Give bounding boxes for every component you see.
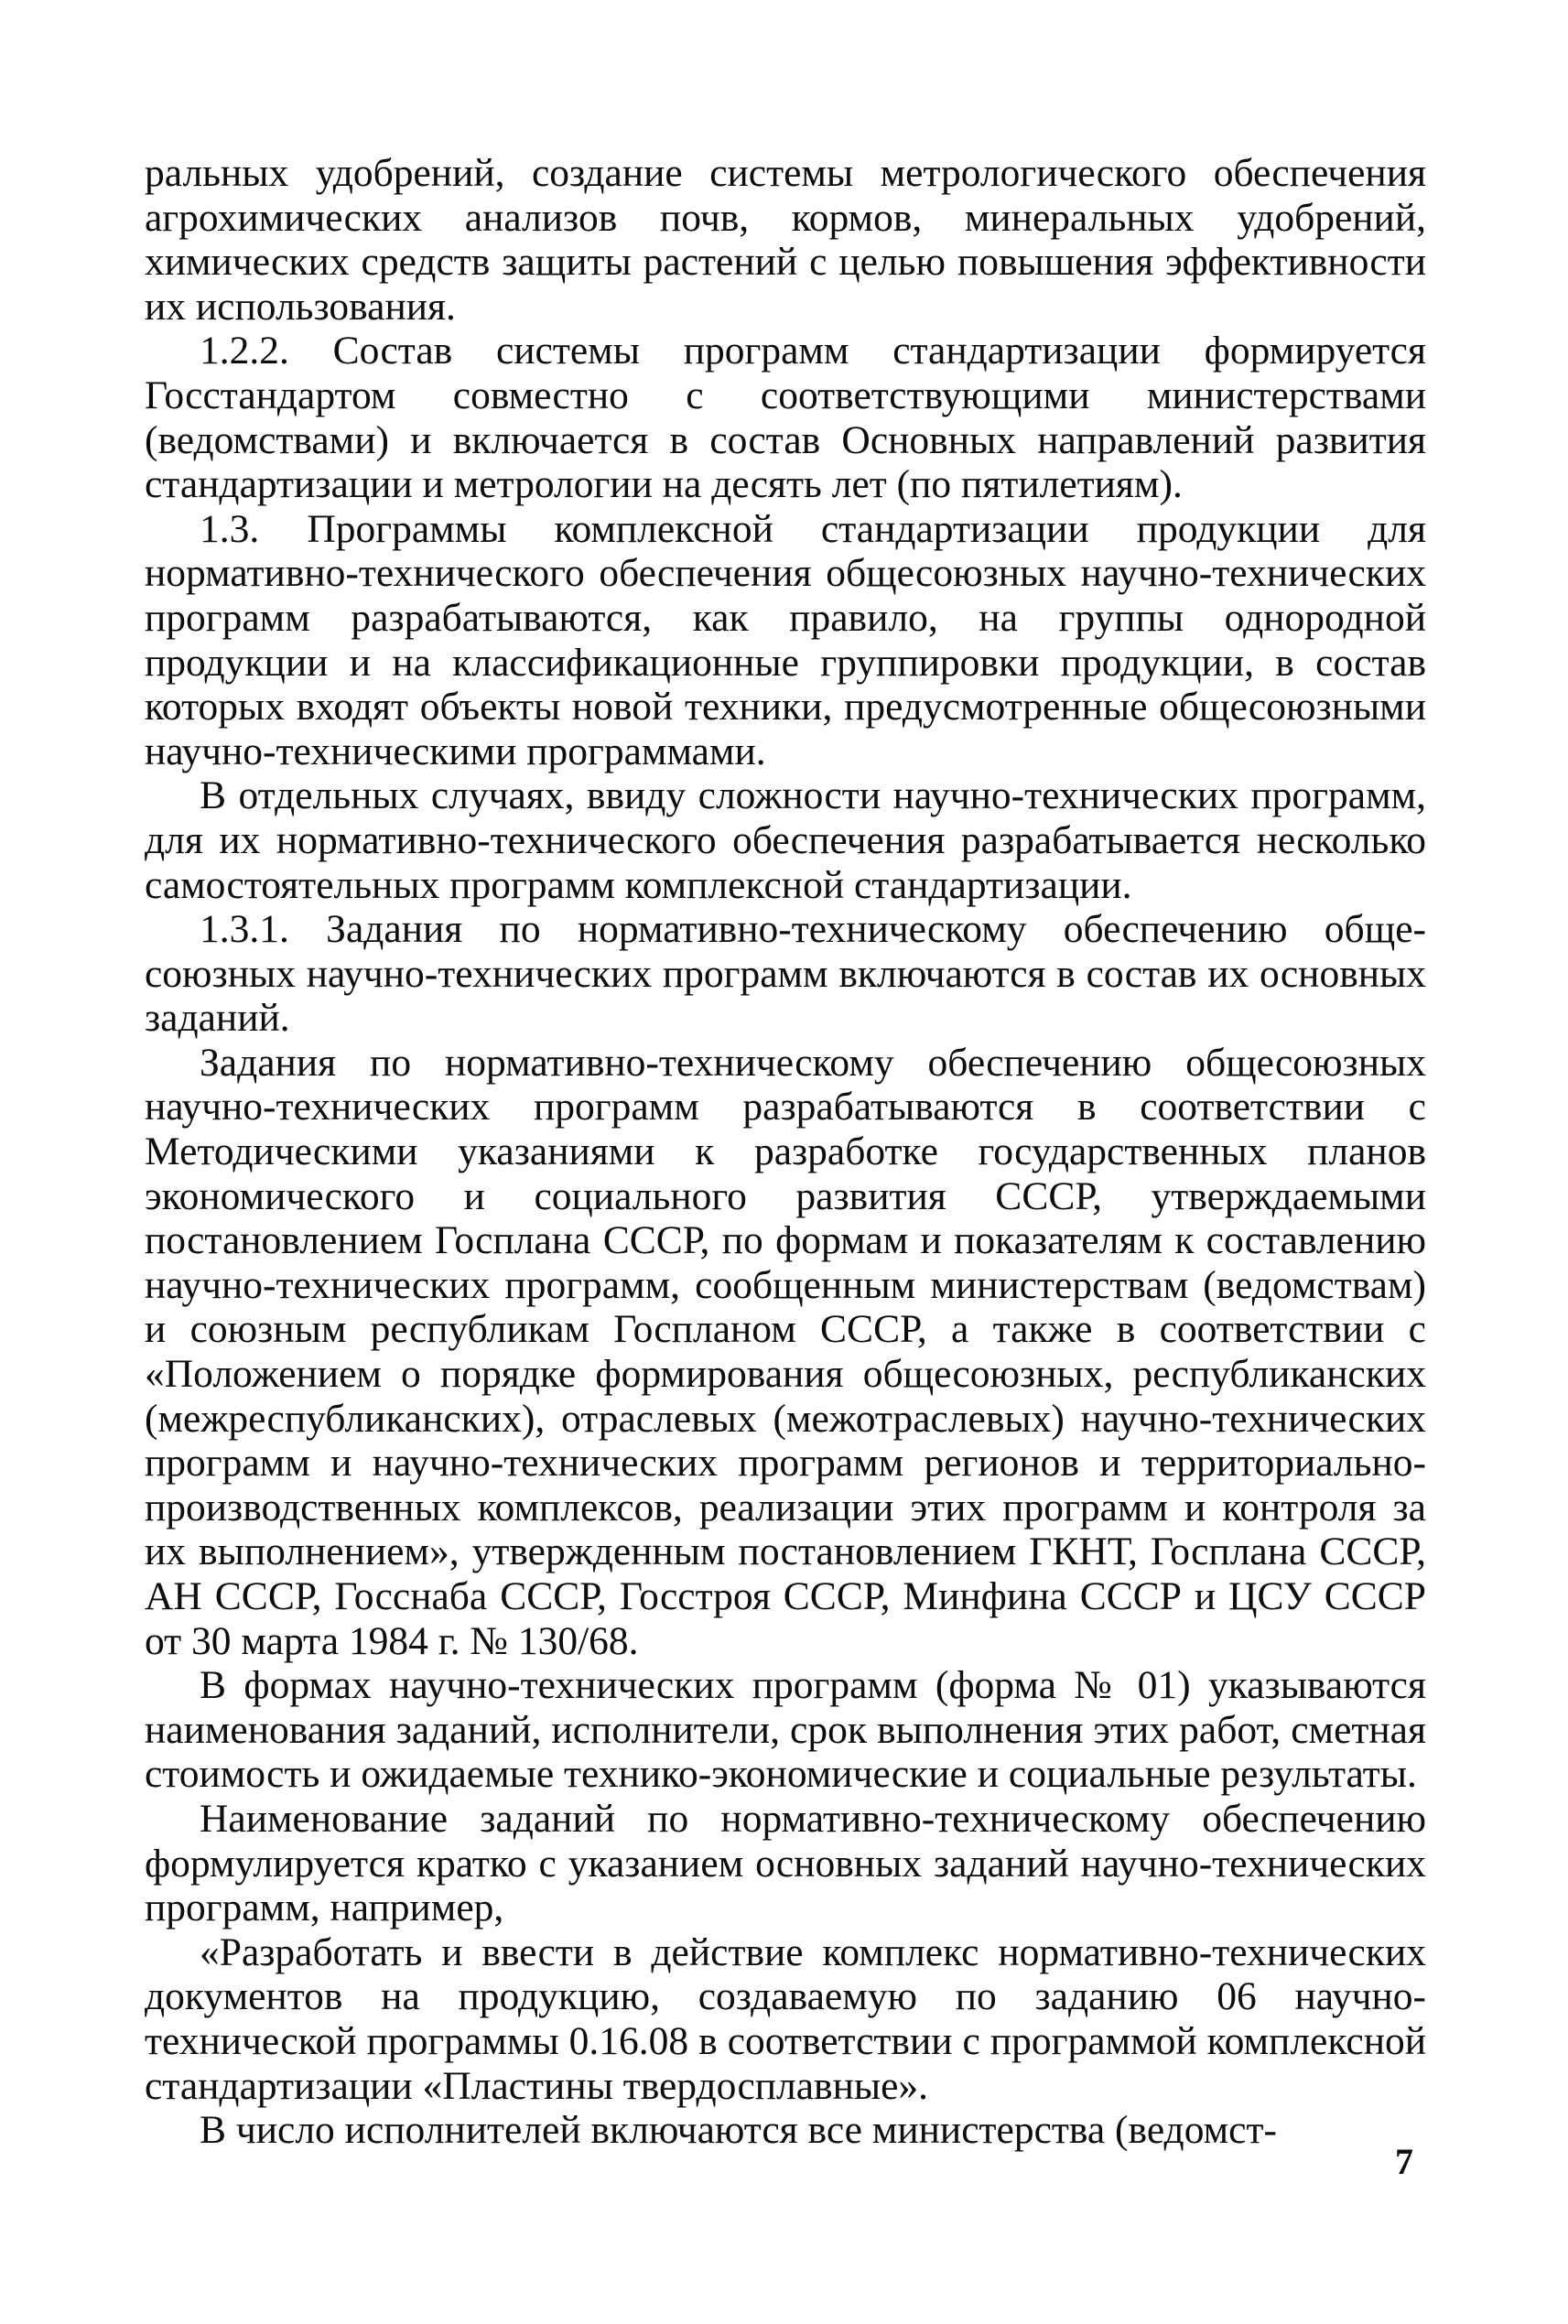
paragraph-special-cases: В отдельных случаях, ввиду сложности научно-технических программ, для их нормативно-технического обеспечения разрабатывается несколько самостоятельных программ комплексной стандартизации. — [145, 773, 1426, 907]
document-body — [145, 151, 1426, 2153]
paragraph-tasks-development: Задания по нормативно-техническому обеспечению общесоюзных научно-технических программ разрабатываются в соответствии с Методическими указаниями к разработке государственных планов экономического и социального развития СССР, утверждаемыми постановлением Госплана СССР, по формам и показателям к составлению научно-технических программ, сообщенным министерствам (ведомствам) и союзным республикам Госпланом СССР, а также в соответствии с «Положением о порядке формирования общесоюзных, республиканских (межреспубликанских), отраслевых (межотраслевых) научно-технических программ и научно-технических программ регионов и территориально-производственных комплексов, реализации этих программ и контроля за их выполнением», утвержденным постановлением ГКНТ, Госплана СССР, АН СССР, Госснаба СССР, Госстроя СССР, Минфина СССР и ЦСУ СССР от 30 марта 1984 г. № 130/68. — [145, 1040, 1426, 1663]
paragraph-1-2-2: 1.2.2. Состав системы программ стандартизации формируется Госстандартом совместно с соответствующими министерствами (ведомствами) и включается в состав Основных направлений развития стандартизации и метрологии на десять лет (по пятилетиям). — [145, 329, 1426, 507]
page-number: 7 — [1395, 2141, 1413, 2182]
paragraph-continuation: ральных удобрений, создание системы метрологического обеспечения агрохимических анализов почв, кормов, минеральных удобрений, химических средств защиты растений с целью повышения эффективности их использования. — [145, 151, 1426, 329]
paragraph-executors: В число исполнителей включаются все министерства (ведомст- — [200, 2108, 1277, 2153]
paragraph-1-3-1: 1.3.1. Задания по нормативно-техническому обеспечению общесоюзных научно-технических программ включаются в состав их основных заданий. — [145, 907, 1426, 1041]
paragraph-1-3: 1.3. Программы комплексной стандартизации продукции для нормативно-технического обеспечения общесоюзных научно-технических программ разрабатываются, как правило, на группы однородной продукции и на классификационные группировки продукции, в состав которых входят объекты новой техники, предусмотренные общесоюзными научно-техническими программами. — [145, 506, 1426, 773]
paragraph-task-naming: Наименование заданий по нормативно-техническому обеспечению формулируется кратко с указанием основных заданий научно-технических программ, например, — [145, 1796, 1426, 1930]
paragraph-example-quote: «Разработать и ввести в действие комплекс нормативно-технических документов на продукцию, создаваемую по заданию 06 научно-технической программы 0.16.08 в соответствии с программой комплексной стандартизации «Пластины твердосплавные». — [145, 1929, 1426, 2108]
paragraph-program-forms: В формах научно-технических программ (форма № 01) указываются наименования заданий, исполнители, срок выполнения этих работ, сметная стоимость и ожидаемые технико-экономические и социальные результаты. — [145, 1663, 1426, 1797]
